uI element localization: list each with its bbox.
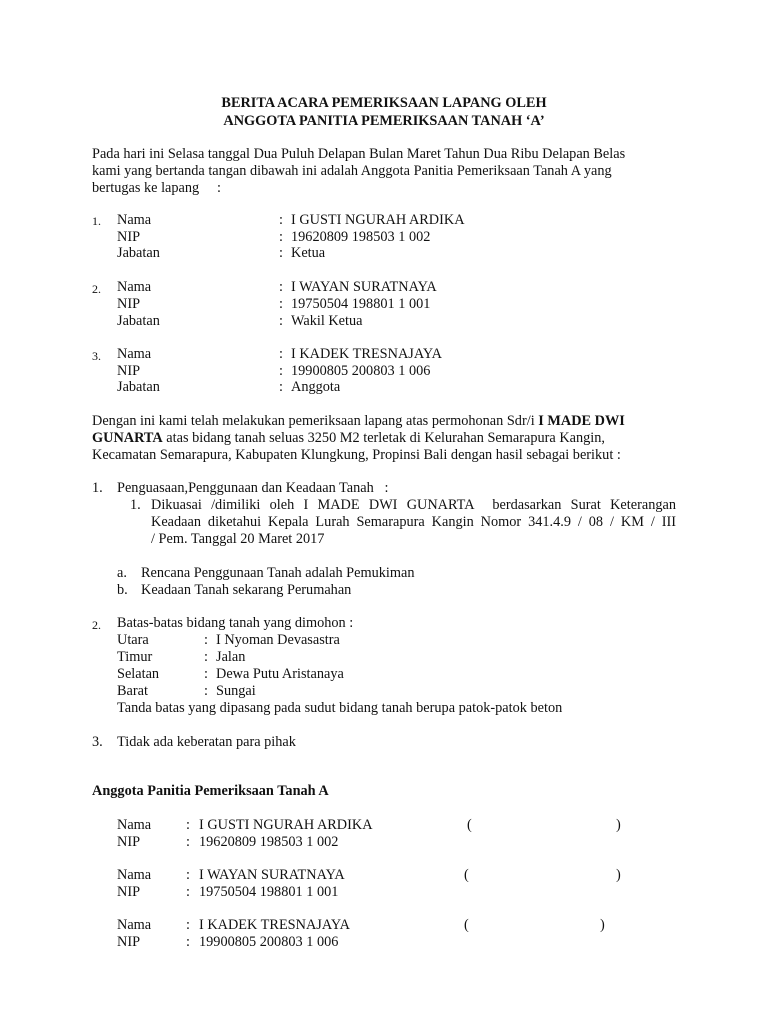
label-nip: NIP — [117, 363, 141, 379]
border-value: Dewa Putu Aristanaya — [216, 666, 344, 682]
section-2-note: Tanda batas yang dipasang pada sudut bidang tanah berupa patok-patok beton — [117, 700, 563, 716]
colon: : — [279, 296, 283, 312]
section-1-heading: Penguasaan,Penggunaan dan Keadaan Tanah : — [117, 480, 389, 496]
section-1-item-a-text: Rencana Penggunaan Tanah adalah Pemukiman — [141, 565, 415, 581]
label-nama: Nama — [117, 212, 152, 228]
colon: : — [186, 867, 190, 883]
section-1-item-b-text: Keadaan Tanah sekarang Perumahan — [141, 582, 352, 598]
label-nama: Nama — [117, 346, 152, 362]
label-jabatan: Jabatan — [117, 313, 160, 329]
border-value: Sungai — [216, 683, 256, 699]
colon: : — [204, 666, 208, 682]
section-1-sub-line-3: / Pem. Tanggal 20 Maret 2017 — [151, 531, 325, 547]
colon: : — [279, 279, 283, 295]
statement-line-1 — [92, 413, 676, 430]
signatures-heading: Anggota Panitia Pemeriksaan Tanah A — [92, 783, 329, 799]
border-value: Jalan — [216, 649, 246, 665]
signature-open-paren: ( — [464, 867, 469, 883]
colon: : — [186, 817, 190, 833]
member-jabatan: Wakil Ketua — [291, 313, 363, 329]
member-jabatan: Anggota — [291, 379, 341, 395]
signer-nip: 19900805 200803 1 006 — [199, 934, 339, 950]
border-direction: Utara — [117, 632, 149, 648]
colon: : — [279, 245, 283, 261]
colon: : — [279, 212, 283, 228]
signature-close-paren: ) — [616, 867, 621, 883]
border-direction: Barat — [117, 683, 148, 699]
label-nama: Nama — [117, 867, 152, 883]
signature-open-paren: ( — [467, 817, 472, 833]
colon: : — [186, 917, 190, 933]
section-1-number: 1. — [92, 480, 103, 496]
member-name: I GUSTI NGURAH ARDIKA — [291, 212, 465, 228]
member-number: 1. — [92, 214, 101, 228]
signer-name: I WAYAN SURATNAYA — [199, 867, 345, 883]
colon: : — [279, 313, 283, 329]
section-3-text: Tidak ada keberatan para pihak — [117, 734, 296, 750]
section-2-number: 2. — [92, 618, 101, 632]
member-number: 2. — [92, 282, 101, 296]
document-title-line-1: BERITA ACARA PEMERIKSAAN LAPANG OLEH — [221, 95, 547, 111]
statement-line-3: Kecamatan Semarapura, Kabupaten Klungkung, Propinsi Bali dengan hasil sebagai berikut : — [92, 447, 621, 463]
label-nip: NIP — [117, 229, 141, 245]
colon: : — [279, 346, 283, 362]
signer-name: I GUSTI NGURAH ARDIKA — [199, 817, 373, 833]
applicant-name-part-2: GUNARTA — [92, 430, 163, 446]
statement-text: Dengan ini kami telah melakukan pemeriksaan lapang atas permohonan Sdr/i — [92, 413, 539, 429]
colon: : — [279, 379, 283, 395]
colon: : — [186, 934, 190, 950]
label-nip: NIP — [117, 884, 141, 900]
colon: : — [186, 884, 190, 900]
section-1-sub-number: 1. — [130, 497, 141, 513]
border-value: I Nyoman Devasastra — [216, 632, 340, 648]
label-nip: NIP — [117, 834, 141, 850]
member-jabatan: Ketua — [291, 245, 326, 261]
member-nip: 19750504 198801 1 001 — [291, 296, 431, 312]
member-number: 3. — [92, 349, 101, 363]
signer-name: I KADEK TRESNAJAYA — [199, 917, 350, 933]
statement-line-2 — [92, 430, 676, 447]
signature-close-paren: ) — [616, 817, 621, 833]
signature-open-paren: ( — [464, 917, 469, 933]
intro-line-2: kami yang bertanda tangan dibawah ini adalah Anggota Panitia Pemeriksaan Tanah A yang — [92, 163, 612, 179]
signature-close-paren: ) — [600, 917, 605, 933]
label-nama: Nama — [117, 917, 152, 933]
colon: : — [279, 229, 283, 245]
border-direction: Selatan — [117, 666, 160, 682]
colon: : — [279, 363, 283, 379]
border-direction: Timur — [117, 649, 153, 665]
colon: : — [186, 834, 190, 850]
section-3-number: 3. — [92, 734, 103, 750]
member-name: I KADEK TRESNAJAYA — [291, 346, 442, 362]
label-nama: Nama — [117, 817, 152, 833]
member-name: I WAYAN SURATNAYA — [291, 279, 437, 295]
label-nip: NIP — [117, 934, 141, 950]
intro-line-1: Pada hari ini Selasa tanggal Dua Puluh Delapan Bulan Maret Tahun Dua Ribu Delapan Belas — [92, 146, 626, 162]
member-nip: 19900805 200803 1 006 — [291, 363, 431, 379]
section-1-sub-line-1: Dikuasai /dimiliki oleh I MADE DWI GUNARTA berdasarkan Surat Keterangan — [151, 497, 676, 513]
colon: : — [204, 649, 208, 665]
statement-text: atas bidang tanah seluas 3250 M2 terletak di Kelurahan Semarapura Kangin, — [162, 430, 605, 446]
signer-nip: 19750504 198801 1 001 — [199, 884, 339, 900]
label-jabatan: Jabatan — [117, 379, 160, 395]
label-nip: NIP — [117, 296, 141, 312]
section-1-sub-line-2: Keadaan diketahui Kepala Lurah Semarapura Kangin Nomor 341.4.9 / 08 / KM / III — [151, 514, 676, 530]
section-1-item-a-label: a. — [117, 565, 127, 581]
applicant-name-part-1: I MADE DWI — [538, 413, 625, 429]
signer-nip: 19620809 198503 1 002 — [199, 834, 339, 850]
section-2-heading: Batas-batas bidang tanah yang dimohon : — [117, 615, 354, 631]
label-nama: Nama — [117, 279, 152, 295]
section-1-item-b-label: b. — [117, 582, 128, 598]
document-title-line-2: ANGGOTA PANITIA PEMERIKSAAN TANAH ‘A’ — [223, 113, 545, 129]
label-jabatan: Jabatan — [117, 245, 160, 261]
colon: : — [204, 632, 208, 648]
member-nip: 19620809 198503 1 002 — [291, 229, 431, 245]
colon: : — [204, 683, 208, 699]
intro-line-3: bertugas ke lapang : — [92, 180, 222, 196]
